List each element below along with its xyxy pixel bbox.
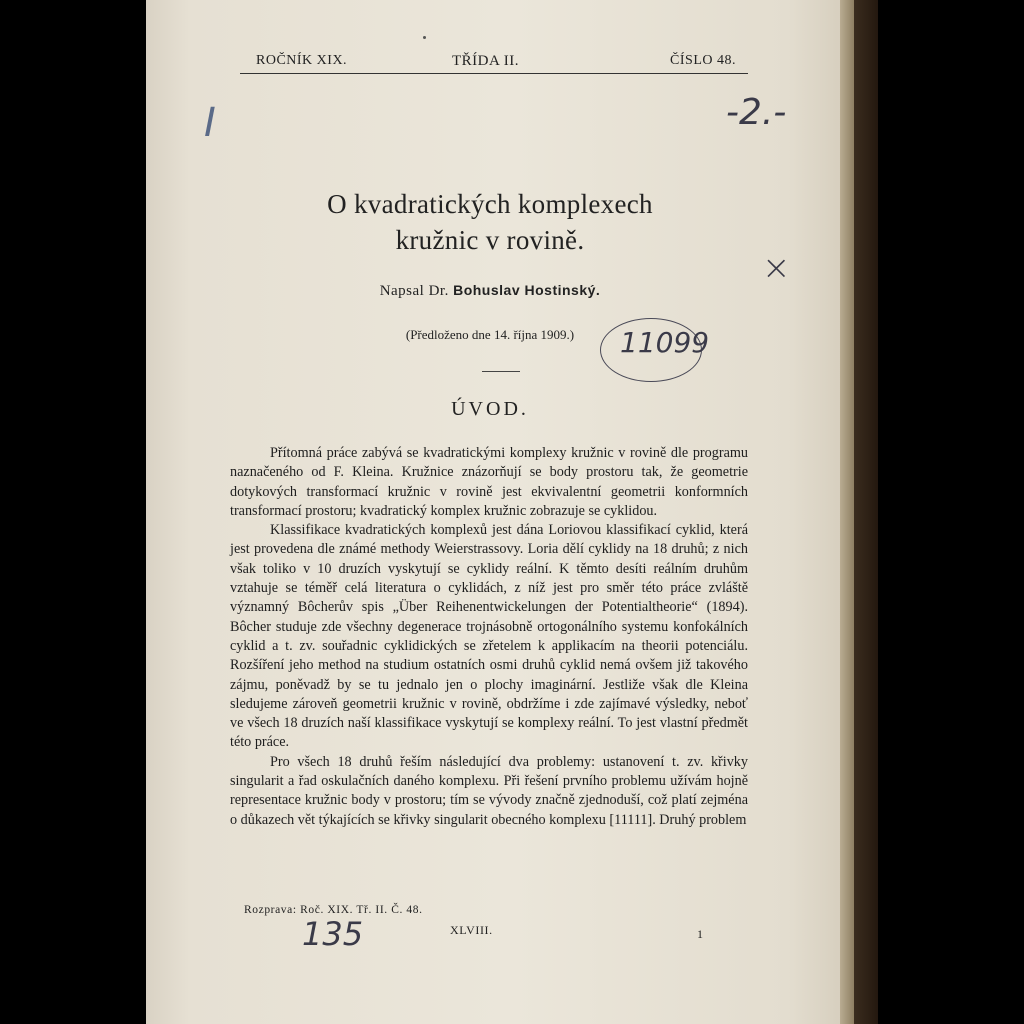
- footer-citation: Rozprava: Roč. XIX. Tř. II. Č. 48.: [244, 904, 423, 916]
- handwritten-page-mark: -2.-: [726, 92, 787, 133]
- handwritten-cross: ×: [762, 248, 791, 288]
- separator-rule: [482, 371, 520, 372]
- handwritten-bottom-note: 135: [302, 915, 364, 953]
- author-name: Bohuslav Hostinský.: [453, 282, 601, 298]
- ink-dot: [423, 36, 426, 39]
- header-number: ČÍSLO 48.: [670, 53, 736, 68]
- running-header: [240, 53, 748, 74]
- footer-signature-mark: XLVIII.: [450, 923, 493, 937]
- handwritten-inventory-number: 11099: [620, 326, 710, 359]
- author-prefix: Napsal Dr.: [379, 283, 449, 299]
- paragraph: Přítomná práce zabývá se kvadratickými komplexy kružnic v rovině dle programu naznačeného od F. Kleina. Kružnice znázorňují se body prostoru tak, že geometrie dotykových transformací kružnic v rovině jest ekvivalentní geometrii konformních transformací prostoru; kvadratický komplex kružnic zobrazuje se cyklidou.: [230, 445, 748, 519]
- book-spine: [854, 0, 878, 1024]
- body-text: [230, 444, 748, 830]
- author-line: [240, 282, 740, 300]
- paragraph: Pro všech 18 druhů řeším následující dva problemy: ustanovení t. zv. křivky singularit a řad oskulačních daného komplexu. Při řešení prvního problemu užívám hojně representace kružnic body v prostoru; tím se vývody značně zjednoduší, což platí zejména o důkazech vět týkajících se křivky singularit obecného komplexu [11111]. Druhý problem: [230, 753, 748, 828]
- page-edge: [840, 0, 854, 1024]
- presented-date: (Předloženo dne 14. října 1909.): [405, 327, 575, 342]
- header-volume: ROČNÍK XIX.: [256, 53, 348, 68]
- title-line-1: O kvadratických komplexech: [327, 189, 653, 219]
- page-number: 1: [697, 927, 703, 941]
- handwritten-roman-one: I: [204, 100, 216, 146]
- title-line-2: kružnic v rovině.: [395, 225, 585, 255]
- paragraph: Klassifikace kvadratických komplexů jest dána Loriovou klassifikací cyklid, která jest provedena dle známé methody Weierstrassovy. Loria dělí cyklidy na 18 druhů; z nich však toliko v 10 druzích vyskytují se cyklidy reální. K těmto desíti reálním druhům vztahuje se téměř celá literatura o cyklidách, z níž jest pro směr této práce zvláště významný Bôcherův spis „Über Reihenentwickelungen der Potentialtheorie“ (1894). Bôcher studuje zde všechny degenerace trojnásobně ortogonálního systemu konfokálních cyklid a t. zv. souřadnic cyklidických se zřetelem k applikacím na theorii potenciálu. Rozšíření jeho method na studium ostatních osmi druhů cyklid nemá ovšem již takového zájmu, poněvadž by se tu jednalo jen o plochy imaginární. Jestliže však dle Kleina sledujeme zároveň geometrii kružnic v rovině, obdržíme i zde zajímavé výsledky, neboť ve všech 18 druzích naší klassifikace vyskytují se komplexy reální. To jest vlastní předmět této práce.: [230, 522, 748, 751]
- header-class: TŘÍDA II.: [452, 53, 519, 69]
- section-title: ÚVOD.: [451, 398, 529, 420]
